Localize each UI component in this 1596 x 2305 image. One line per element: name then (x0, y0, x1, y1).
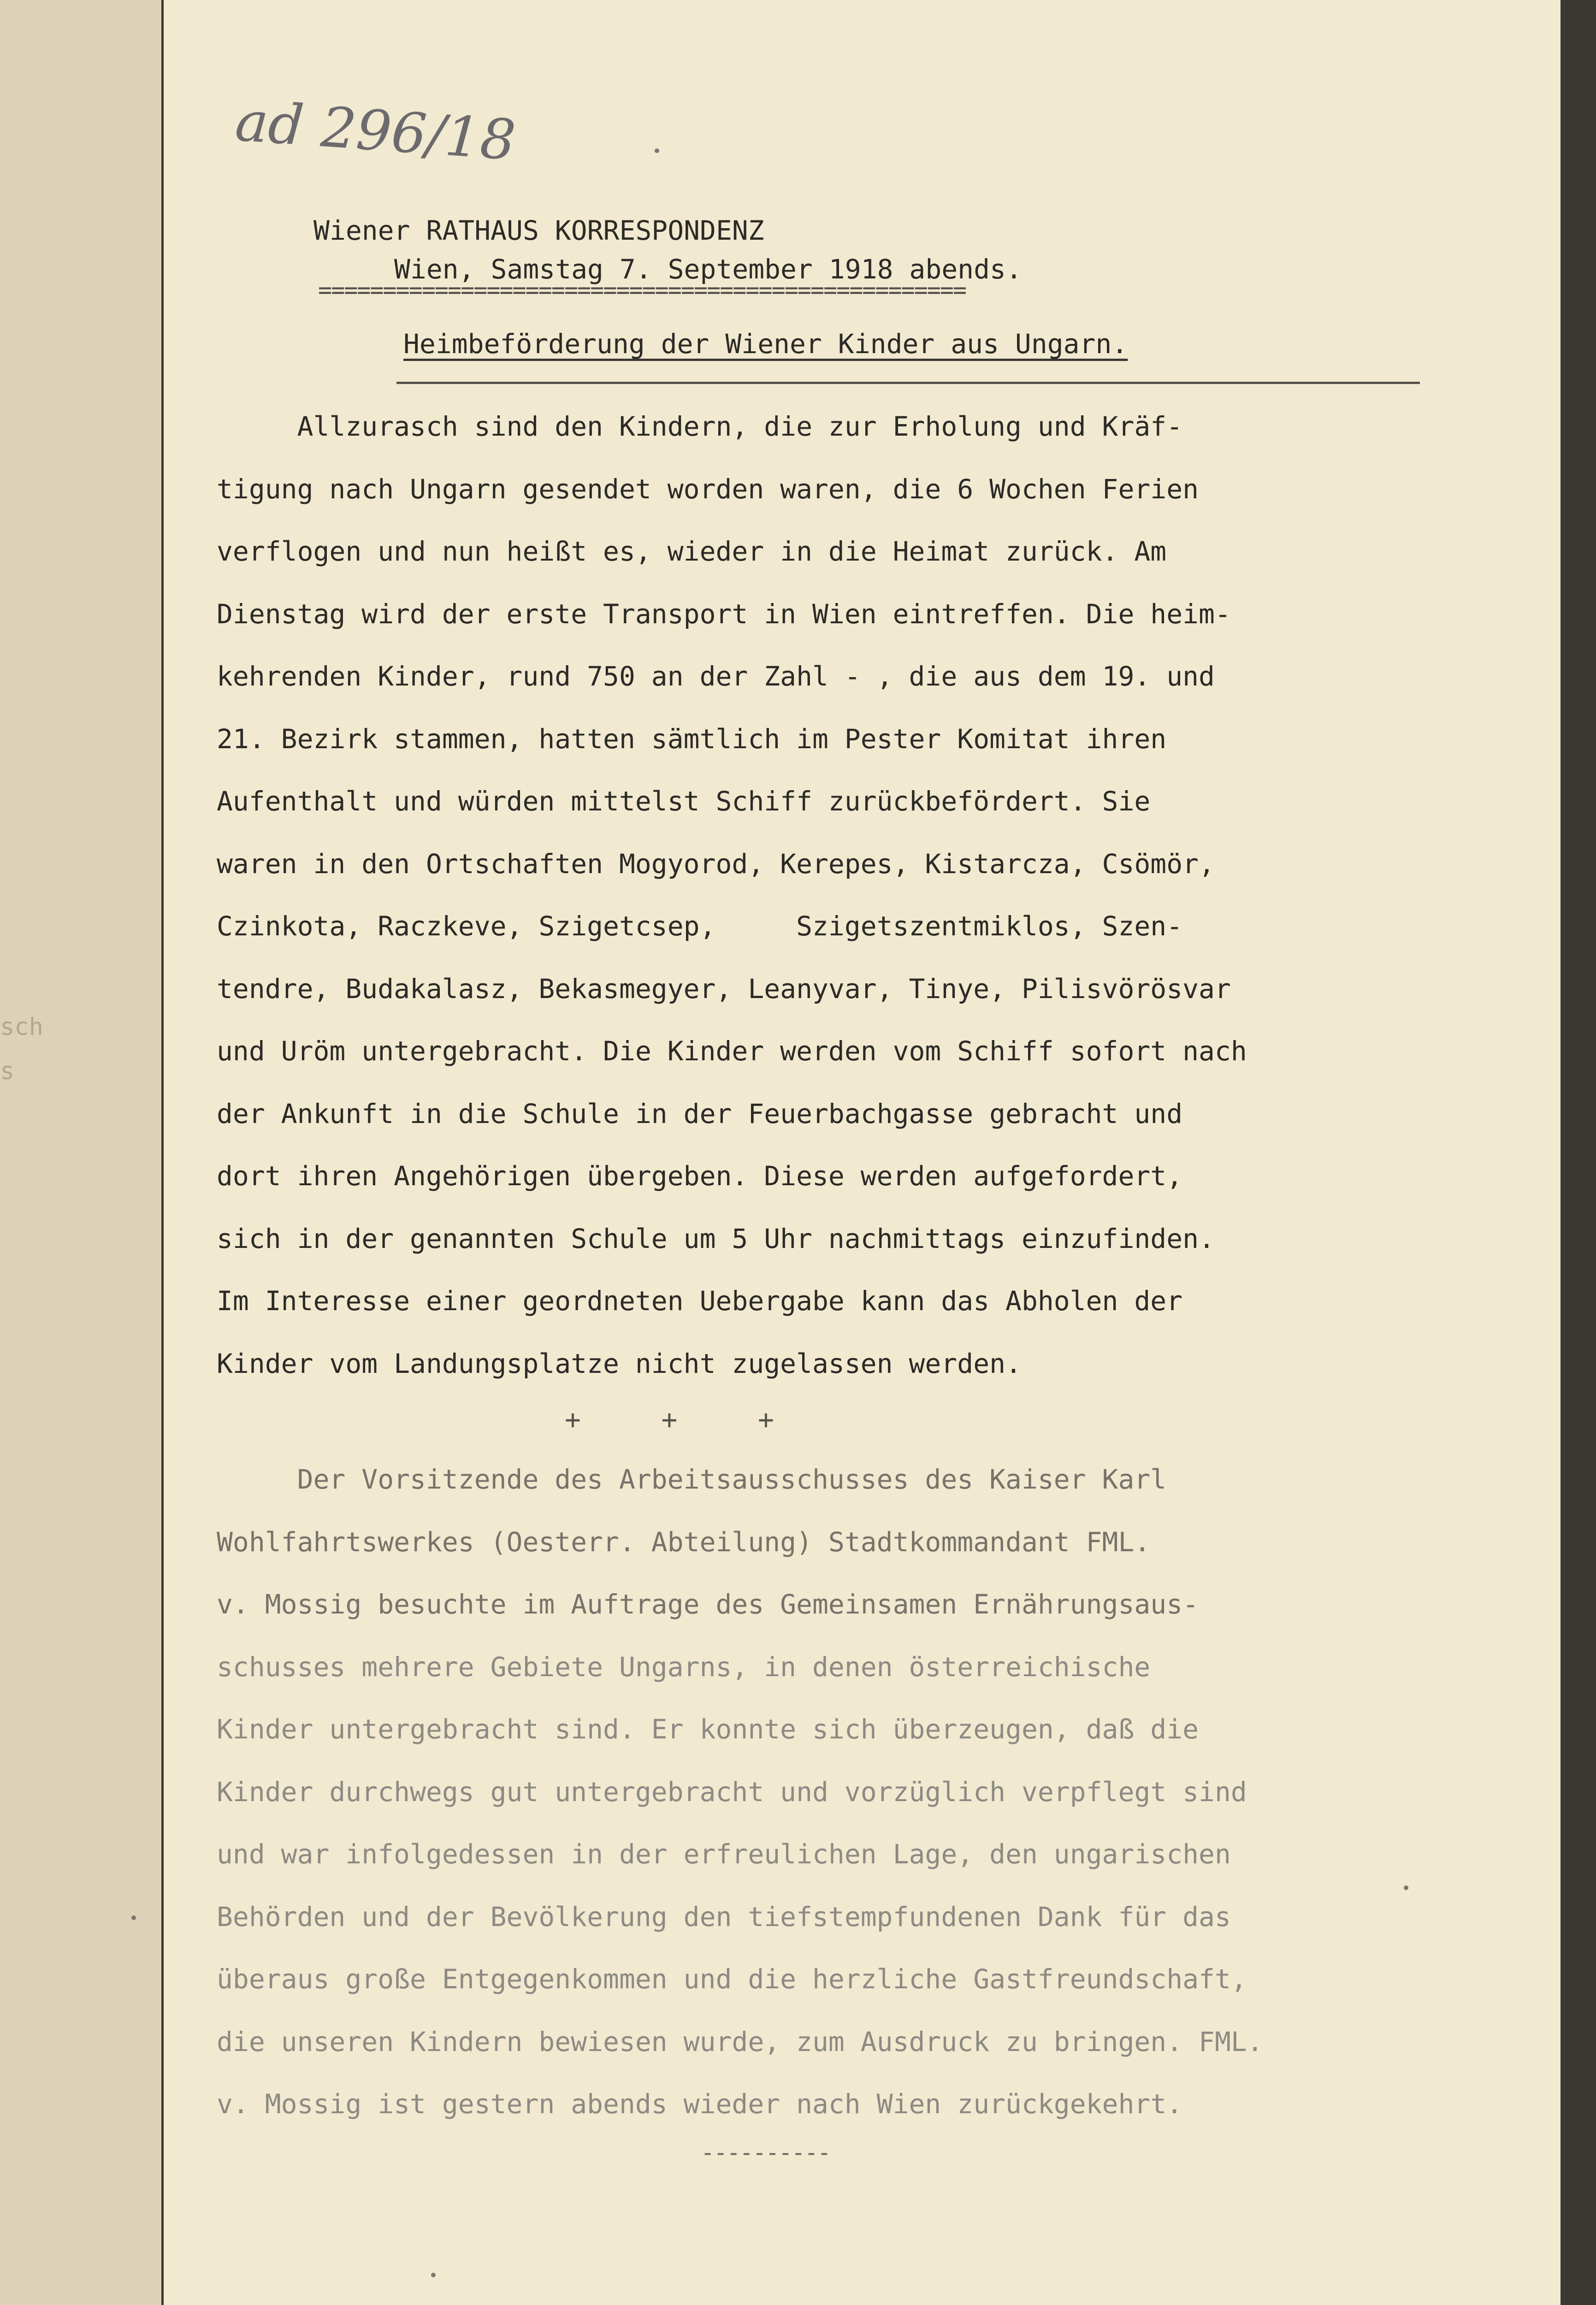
text-line: und war infolgedessen in der erfreulichen Lage, den ungarischen (217, 1838, 1231, 1870)
text-line: Kinder durchwegs gut untergebracht und vorzüglich verpflegt sind (217, 1776, 1247, 1808)
masthead-title: Wiener RATHAUS KORRESPONDENZ (313, 215, 764, 246)
text-line: Aufenthalt und würden mittelst Schiff zurückbefördert. Sie (217, 786, 1151, 817)
text-line: Kinder untergebracht sind. Er konnte sich überzeugen, daß die (217, 1714, 1199, 1745)
closing-rule: ---------- (701, 2139, 831, 2166)
masthead-dateline: Wien, Samstag 7. September 1918 abends. (394, 254, 1022, 285)
text-line: dort ihren Angehörigen übergeben. Diese werden aufgefordert, (217, 1160, 1183, 1192)
text-line: der Ankunft in die Schule in der Feuerbachgasse gebracht und (217, 1098, 1183, 1129)
text-line: die unseren Kindern bewiesen wurde, zum Ausdruck zu bringen. FML. (217, 2026, 1263, 2057)
text-line: Wohlfahrtswerkes (Oesterr. Abteilung) Stadtkommandant FML. (217, 1526, 1151, 1558)
text-line: Der Vorsitzende des Arbeitsausschusses des Kaiser Karl (217, 1464, 1167, 1495)
text-line: waren in den Ortschaften Mogyorod, Kerepes, Kistarcza, Csömör, (217, 848, 1215, 880)
text-line: Allzurasch sind den Kindern, die zur Erholung und Kräf- (217, 411, 1183, 442)
text-line: überaus große Entgegenkommen und die herzliche Gastfreundschaft, (217, 1963, 1247, 1995)
text-line: Im Interesse einer geordneten Uebergabe kann das Abholen der (217, 1285, 1183, 1317)
paper-speck (431, 2273, 436, 2277)
typed-document-page (164, 0, 1561, 2305)
text-line: Czinkota, Raczkeve, Szigetcsep, Szigetszentmiklos, Szen- (217, 910, 1183, 942)
text-line: Behörden und der Bevölkerung den tiefstempfundenen Dank für das (217, 1901, 1231, 1933)
underlying-fragment-line: sch (0, 1013, 43, 1041)
text-line: verflogen und nun heißt es, wieder in die Heimat zurück. Am (217, 536, 1167, 567)
underlying-fragment-line: s (0, 1058, 15, 1085)
text-line: und Uröm untergebracht. Die Kinder werden vom Schiff sofort nach (217, 1035, 1247, 1067)
masthead-separator: ================================================== (318, 277, 966, 303)
article-paragraph-2 (217, 1448, 1554, 2136)
paper-speck (1404, 1885, 1408, 1890)
paper-speck (131, 1915, 136, 1920)
text-line: v. Mossig besuchte im Auftrage des Gemeinsamen Ernährungsaus- (217, 1589, 1199, 1620)
article-heading: Heimbeförderung der Wiener Kinder aus Ungarn. (403, 328, 1128, 360)
text-line: 21. Bezirk stammen, hatten sämtlich im Pester Komitat ihren (217, 723, 1167, 755)
text-line: Kinder vom Landungsplatze nicht zugelassen werden. (217, 1348, 1022, 1379)
text-line: sich in der genannten Schule um 5 Uhr nachmittags einzufinden. (217, 1223, 1215, 1254)
underlying-page (0, 0, 161, 2305)
handwritten-file-mark: ad 296/18 (233, 89, 518, 173)
text-line: Dienstag wird der erste Transport in Wien eintreffen. Die heim- (217, 598, 1231, 630)
article-paragraph-1 (217, 396, 1554, 1395)
heading-underline (396, 382, 1420, 384)
section-divider: + + + (565, 1404, 774, 1435)
paper-speck (655, 148, 659, 153)
text-line: schusses mehrere Gebiete Ungarns, in denen österreichische (217, 1651, 1151, 1683)
text-line: kehrenden Kinder, rund 750 an der Zahl - , die aus dem 19. und (217, 661, 1215, 692)
underlying-page-text (0, 1005, 97, 1093)
text-line: tigung nach Ungarn gesendet worden waren, die 6 Wochen Ferien (217, 473, 1199, 505)
text-line: tendre, Budakalasz, Bekasmegyer, Leanyvar, Tinye, Pilisvörösvar (217, 973, 1231, 1005)
text-line: v. Mossig ist gestern abends wieder nach Wien zurückgekehrt. (217, 2088, 1183, 2120)
